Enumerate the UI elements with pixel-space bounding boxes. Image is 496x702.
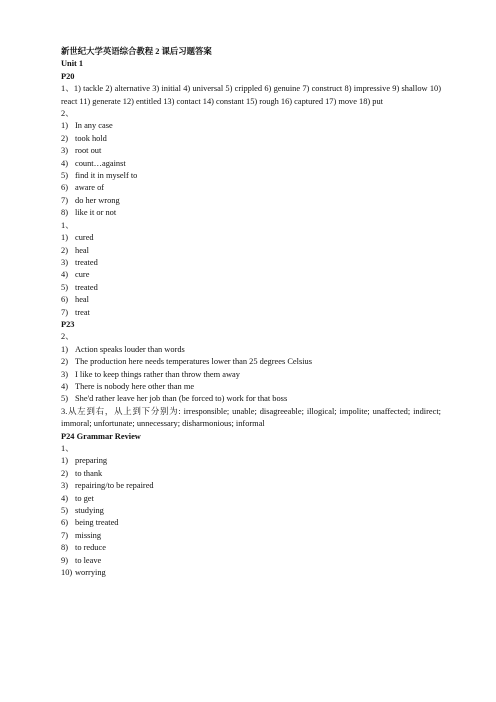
item-answer: do her wrong <box>75 195 120 205</box>
list-item <box>61 542 441 554</box>
document-title: 新世纪大学英语综合教程 2 课后习题答案 <box>61 47 212 56</box>
list-item <box>61 344 441 356</box>
list-item <box>61 207 441 219</box>
list-item <box>61 517 441 529</box>
item-number: 7) <box>61 530 68 540</box>
item-answer: heal <box>75 245 89 255</box>
item-answer: like it or not <box>75 208 117 218</box>
item-number: 5) <box>61 506 68 516</box>
item-answer: took hold <box>75 133 107 143</box>
item-number: 1) <box>61 233 68 243</box>
item-number: 6) <box>61 295 68 305</box>
list-item <box>61 257 441 269</box>
item-number: 6) <box>61 518 68 528</box>
item-answer: In any case <box>75 121 113 131</box>
list-item <box>61 381 441 393</box>
item-number: 8) <box>61 543 68 553</box>
item-answer: to thank <box>75 468 103 478</box>
item-number: 5) <box>61 171 68 181</box>
item-answer: cured <box>75 233 94 243</box>
list-item <box>61 307 441 319</box>
item-answer: The production here needs temperatures lower than 25 degrees Celsius <box>75 357 312 367</box>
item-answer: count…against <box>75 158 126 168</box>
item-answer: worrying <box>75 568 106 578</box>
item-number: 8) <box>61 208 68 218</box>
list-item <box>61 468 441 480</box>
item-number: 4) <box>61 493 68 503</box>
item-answer: treat <box>75 307 90 317</box>
item-answer: aware of <box>75 183 105 193</box>
item-number: 10) <box>61 568 73 578</box>
list-item <box>61 120 441 132</box>
p24-exercise-1-list <box>61 455 441 579</box>
list-item <box>61 282 441 294</box>
item-number: 4) <box>61 381 68 391</box>
item-number: 3) <box>61 257 68 267</box>
list-item <box>61 145 441 157</box>
list-item <box>61 505 441 517</box>
item-answer: to get <box>75 493 94 503</box>
item-number: 5) <box>61 394 68 404</box>
item-number: 1) <box>61 121 68 131</box>
item-number: 3) <box>61 369 68 379</box>
answer-key-content <box>61 46 441 579</box>
item-number: 7) <box>61 307 68 317</box>
item-number: 1) <box>61 456 68 466</box>
list-item <box>61 245 441 257</box>
item-answer: She'd rather leave her job than (be forced to) work for that boss <box>75 394 288 404</box>
item-answer: to reduce <box>75 543 106 553</box>
item-number: 4) <box>61 270 68 280</box>
item-number: 3) <box>61 481 68 491</box>
item-number: 5) <box>61 282 68 292</box>
item-number: 4) <box>61 158 68 168</box>
section-heading-p20: P20 <box>61 71 75 81</box>
item-answer: treated <box>75 257 98 267</box>
p23-exercise-3: 3.从左到右，从上到下分别为: irresponsible; unable; disagreeable; illogical; impolite; unaffected; indirect; immoral; unfortunate; unnecessary; disharmonious; informal <box>61 406 441 429</box>
list-item <box>61 294 441 306</box>
p20-exercise-2-list <box>61 120 441 219</box>
item-answer: to leave <box>75 555 102 565</box>
item-answer: root out <box>75 146 102 156</box>
unit-heading: Unit 1 <box>61 59 84 69</box>
list-item <box>61 158 441 170</box>
list-item <box>61 480 441 492</box>
item-number: 3) <box>61 146 68 156</box>
item-answer: There is nobody here other than me <box>75 381 195 391</box>
item-answer: find it in myself to <box>75 171 138 181</box>
p20-exercise-3-list <box>61 232 441 319</box>
item-answer: repairing/to be repaired <box>75 481 154 491</box>
item-number: 7) <box>61 195 68 205</box>
list-item <box>61 195 441 207</box>
list-item <box>61 455 441 467</box>
item-number: 2) <box>61 468 68 478</box>
list-item <box>61 555 441 567</box>
item-answer: being treated <box>75 518 119 528</box>
p24-exercise-1-label: 1、 <box>61 444 74 453</box>
p23-exercise-2-label: 2、 <box>61 332 74 342</box>
item-number: 6) <box>61 183 68 193</box>
item-number: 1) <box>61 344 68 354</box>
list-item <box>61 232 441 244</box>
list-item <box>61 182 441 194</box>
item-number: 9) <box>61 555 68 565</box>
list-item <box>61 493 441 505</box>
item-answer: missing <box>75 530 102 540</box>
list-item <box>61 567 441 579</box>
item-answer: preparing <box>75 456 108 466</box>
section-heading-p23: P23 <box>61 319 75 329</box>
list-item <box>61 393 441 405</box>
p23-exercise-2-list <box>61 344 441 406</box>
list-item <box>61 369 441 381</box>
list-item <box>61 356 441 368</box>
item-answer: studying <box>75 506 104 516</box>
item-answer: heal <box>75 295 89 305</box>
p20-exercise-3-label: 1、 <box>61 220 74 230</box>
list-item <box>61 170 441 182</box>
item-answer: treated <box>75 282 98 292</box>
item-number: 2) <box>61 357 68 367</box>
item-number: 2) <box>61 245 68 255</box>
section-heading-p24: P24 Grammar Review <box>61 431 141 441</box>
item-answer: cure <box>75 270 90 280</box>
item-answer: I like to keep things rather than throw them away <box>75 369 240 379</box>
list-item <box>61 133 441 145</box>
item-number: 2) <box>61 133 68 143</box>
item-answer: Action speaks louder than words <box>75 344 185 354</box>
p20-exercise-1: 1、1) tackle 2) alternative 3) initial 4) universal 5) crippled 6) genuine 7) construct 8) impressive 9) shallow 10) react 11) generate 12) entitled 13) contact 14) constant 15) rough 16) captured 17) move 18) put <box>61 84 441 106</box>
list-item <box>61 530 441 542</box>
p20-exercise-2-label: 2、 <box>61 109 74 119</box>
list-item <box>61 269 441 281</box>
